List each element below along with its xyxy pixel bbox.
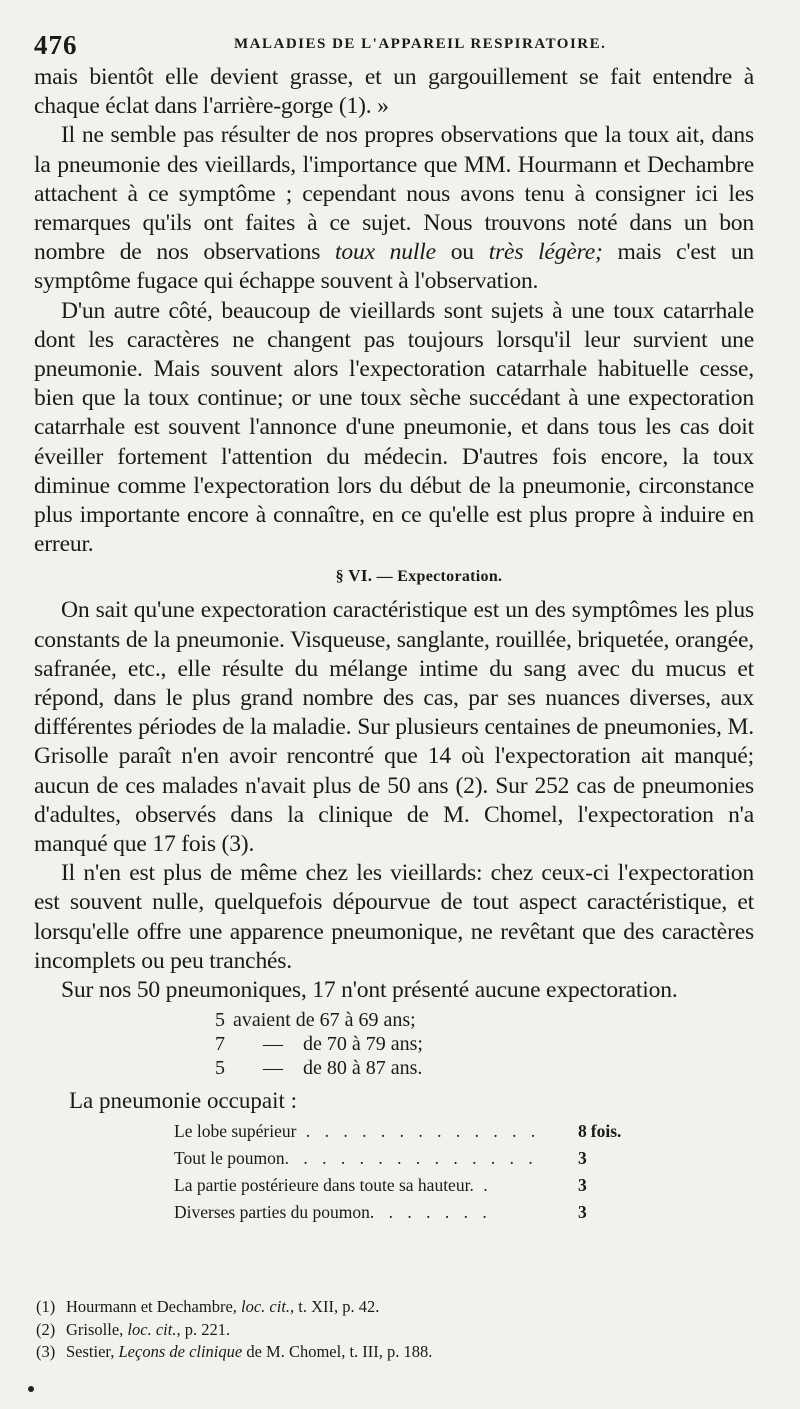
section-symbol: § — [335, 568, 344, 586]
footnote — [36, 1296, 716, 1319]
age-range: de 80 à 87 ans. — [303, 1057, 423, 1080]
paragraph-3: D'un autre côté, beaucoup de vieillards sont sujets à une toux catarrhale dont les caractères ne changent pas toujours lorsqu'il leur survient une pneumonie. Mais souvent alors l'expectoration catarrhale habituelle cesse, bien que la toux continue; or une toux sèche succédant à une expectoration catarrhale est souvent l'annonce d'une pneumonie, et dans tous les cas doit éveiller fortement l'attention du médecin. D'autres fois encore, la toux diminue comme l'expectoration lors du début de la pneumonie, circonstance plus importante encore à connaître, en ce qu'elle est plus propre à induire en erreur. — [34, 297, 754, 558]
page-header — [34, 30, 754, 62]
location-table — [174, 1118, 622, 1226]
paragraph-1: mais bientôt elle devient grasse, et un gargouillement se fait entendre à chaque éclat dans l'arrière-gorge (1). » — [34, 64, 754, 120]
footnote-text: , t. XII, p. 42. — [290, 1297, 380, 1316]
location-label: La partie postérieure dans toute sa hauteur. — [174, 1175, 474, 1196]
location-label: Le lobe supérieur — [174, 1121, 297, 1142]
section-heading — [84, 565, 754, 588]
footnote — [36, 1341, 716, 1364]
ditto-dash: — — [263, 1033, 283, 1056]
paragraph-2-emphasis-1: toux nulle — [335, 239, 436, 266]
location-label: Tout le poumon — [174, 1148, 285, 1169]
location-unit: fois. — [590, 1121, 622, 1142]
leader-dots: . . . . . . . . . . . . . . — [284, 1148, 538, 1169]
running-head: MALADIES DE L'APPAREIL RESPIRATOIRE. — [234, 36, 607, 52]
paragraph-2-text-c: mais c'est un symptôme fugace qui échappe souvent à l'observation. — [34, 239, 755, 295]
age-count: 5 — [215, 1057, 225, 1080]
section-title: Expectoration. — [397, 568, 503, 586]
page-body — [34, 63, 754, 1226]
footnote-mark: (3) — [36, 1342, 56, 1361]
leader-dots: . — [473, 1175, 493, 1196]
footnote-text: de M. Chomel, t. III, p. 188. — [242, 1342, 433, 1361]
leader-dots: . . . . . . . — [369, 1202, 492, 1223]
ink-dot — [28, 1386, 34, 1392]
paragraph-4: On sait qu'une expectoration caractéristique est un des symptômes les plus constants de la pneumonie. Visqueuse, sanglante, rouillée, briquetée, orangée, safranée, etc., elle résulte du mélange intime du sang avec du mucus et répond, dans le plus grand nombre des cas, par ses nuances diverses, aux différentes périodes de la maladie. Sur plusieurs centaines de pneumonies, M. Grisolle paraît n'en avoir rencontré que 14 où l'expectoration ait manqué; aucun de ces malades n'avait plus de 50 ans (2). Sur 252 cas de pneumonies d'adultes, observés dans la clinique de M. Chomel, l'expectoration n'a manqué que 17 fois (3). — [34, 597, 754, 858]
page-number: 476 — [34, 30, 78, 60]
footnote — [36, 1319, 716, 1342]
paragraph-2-emphasis-2: très légère; — [488, 239, 603, 266]
footnote-mark: (1) — [36, 1297, 56, 1316]
ditto-dash: — — [263, 1057, 283, 1080]
footnote-citation: loc. cit. — [241, 1297, 291, 1316]
paragraph-2-text-b: ou — [435, 239, 489, 266]
location-row — [174, 1199, 614, 1226]
section-number: VI. — [348, 566, 373, 586]
age-row — [215, 1032, 754, 1056]
footnote-text: , p. 221. — [176, 1319, 231, 1339]
paragraph-6: Sur nos 50 pneumoniques, 17 n'ont présenté aucune expectoration. — [61, 977, 678, 1004]
age-range: de 70 à 79 ans; — [303, 1033, 423, 1056]
age-row — [215, 1056, 754, 1080]
location-count: 8 — [578, 1121, 587, 1142]
location-row — [174, 1145, 614, 1172]
location-count: 3 — [578, 1202, 587, 1223]
age-list — [215, 1008, 754, 1080]
paragraph-2-text-a: Il ne semble pas résulter de nos propres observations que la toux ait, dans la pneumonie des vieillards, l'importance que MM. Hourmann et Dechambre attachent à ce symptôme ; cependant nous avons tenu à consigner ici les remarques qu'ils ont faites à ce sujet. Nous trouvons noté dans un bon nombre de nos observations — [34, 122, 754, 266]
leader-dots: . . . . . . . . . . . . . — [296, 1121, 541, 1142]
footnote-mark: (2) — [36, 1319, 56, 1339]
location-count: 3 — [578, 1148, 587, 1169]
paragraph-5: Il n'en est plus de même chez les vieillards: chez ceux-ci l'expectoration est souvent nulle, quelquefois dépourvue de tout aspect caractéristique, et lorsqu'elle offre une apparence pneumonique, ne revêtant que des caractères incomplets ou peu tranchés. — [34, 860, 754, 974]
age-range: avaient de 67 à 69 ans; — [233, 1009, 416, 1032]
section-dash: — — [376, 568, 393, 586]
footnote-text: Hourmann et Dechambre, — [66, 1297, 242, 1316]
location-count: 3 — [578, 1175, 587, 1196]
location-row — [174, 1172, 614, 1199]
footnote-text: Sestier, — [66, 1342, 119, 1361]
footnotes — [36, 1296, 716, 1364]
footnote-text: Grisolle, — [66, 1319, 128, 1339]
footnote-citation: loc. cit. — [127, 1319, 177, 1339]
location-label: Diverses parties du poumon — [174, 1202, 370, 1223]
footnote-citation: Leçons de clinique — [118, 1342, 243, 1361]
location-title: La pneumonie occupait : — [69, 1088, 298, 1114]
paragraph-2 — [34, 121, 754, 296]
age-row — [215, 1008, 754, 1032]
age-count: 5 — [215, 1009, 225, 1032]
age-count: 7 — [215, 1033, 225, 1056]
location-row — [174, 1118, 622, 1145]
